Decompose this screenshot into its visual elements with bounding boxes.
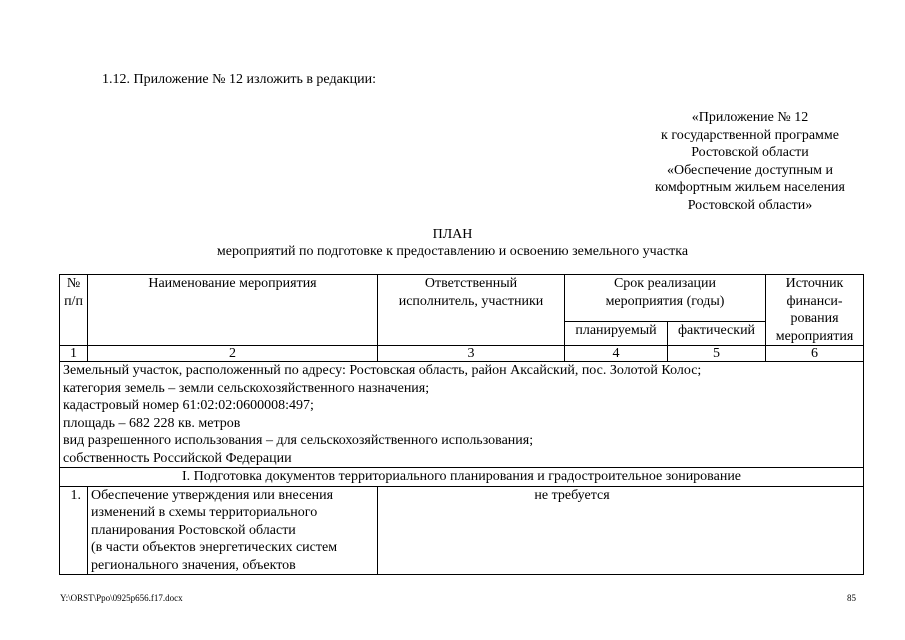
plan-subtitle: мероприятий по подготовке к предоставлению и освоению земельного участка xyxy=(216,244,689,259)
land-info-line: собственность Российской Федерации xyxy=(63,450,292,466)
row-name-line: (в части объектов энергетических систем xyxy=(91,540,338,555)
column-number: 2 xyxy=(88,346,378,362)
header-responsible-line: исполнитель, участники xyxy=(398,293,544,309)
header-source-line: Источник xyxy=(785,276,844,291)
header-source-line: финанси- xyxy=(786,293,843,309)
appendix-line: к государственной программе xyxy=(661,127,839,143)
appendix-line: «Обеспечение доступным и xyxy=(667,162,833,178)
land-info-line: категория земель – земли сельскохозяйственного назначения; xyxy=(63,380,430,396)
row-number: 1. xyxy=(60,486,88,575)
appendix-header xyxy=(640,109,860,214)
header-responsible-line: Ответственный xyxy=(424,276,518,291)
row-name xyxy=(88,486,378,575)
appendix-line: Ростовской области» xyxy=(687,197,813,213)
header-num-line: п/п xyxy=(64,293,83,309)
land-info-line: вид разрешенного использования – для сельскохозяйственного использования; xyxy=(63,433,534,448)
column-number: 1 xyxy=(60,346,88,362)
header-name: Наименование мероприятия xyxy=(88,275,378,346)
row-note: не требуется xyxy=(378,486,864,575)
header-source xyxy=(766,275,864,346)
land-info-line: Земельный участок, расположенный по адресу: Ростовская область, район Аксайский, пос. Золотой Колос; xyxy=(63,363,702,378)
footer-file-path: Y:\ORST\Ppo\0925p656.f17.docx xyxy=(60,593,183,603)
appendix-line: комфортным жильем населения xyxy=(655,180,845,195)
land-info-line: площадь – 682 228 кв. метров xyxy=(63,415,241,431)
land-info-line: кадастровый номер 61:02:02:0600008:497; xyxy=(63,398,314,413)
column-number: 3 xyxy=(378,346,565,362)
header-source-line: рования xyxy=(790,311,839,326)
plan-title: ПЛАН xyxy=(432,227,473,242)
header-source-line: мероприятия xyxy=(775,328,854,344)
row-name-line: планирования Ростовской области xyxy=(91,522,296,538)
header-actual: фактический xyxy=(668,321,766,345)
header-responsible xyxy=(378,275,565,346)
footer-page-number: 85 xyxy=(847,593,856,603)
header-num-line: № xyxy=(66,276,81,291)
header-term-line: Срок реализации xyxy=(613,276,717,291)
row-name-line: Обеспечение утверждения или внесения xyxy=(91,487,334,503)
plan-table xyxy=(59,274,864,575)
row-name-line: регионального значения, объектов xyxy=(91,557,296,573)
land-info xyxy=(60,362,864,468)
intro-line: 1.12. Приложение № 12 изложить в редакции: xyxy=(102,72,376,87)
header-term-line: мероприятия (годы) xyxy=(605,293,725,309)
header-term xyxy=(565,275,766,322)
row-name-line: изменений в схемы территориального xyxy=(91,505,318,520)
section-heading: I. Подготовка документов территориального планирования и градостроительное зонирование xyxy=(60,468,864,487)
header-planned: планируемый xyxy=(565,321,668,345)
column-number: 6 xyxy=(766,346,864,362)
appendix-line: «Приложение № 12 xyxy=(691,110,809,125)
appendix-line: Ростовской области xyxy=(691,145,809,160)
header-num xyxy=(60,275,88,346)
column-number: 4 xyxy=(565,346,668,362)
column-number: 5 xyxy=(668,346,766,362)
